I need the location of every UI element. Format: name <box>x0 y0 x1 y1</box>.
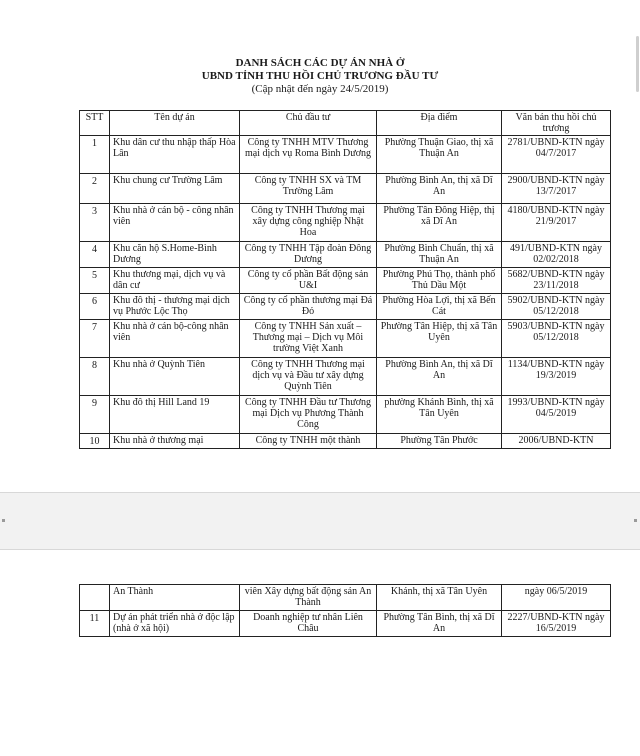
cell-project-name: Khu nhà ở cán bộ - công nhân viên <box>110 204 240 242</box>
cell-location: Phường Tân Đông Hiệp, thị xã Dĩ An <box>377 204 502 242</box>
cell-project-name: Khu thương mại, dịch vụ và dân cư <box>110 268 240 294</box>
cell-document: 2781/UBND-KTN ngày 04/7/2017 <box>502 136 611 174</box>
cell-investor: Công ty TNHH MTV Thương mại dịch vụ Roma Bình Dương <box>240 136 377 174</box>
header-location: Địa điểm <box>377 111 502 136</box>
projects-table-continued <box>79 584 611 637</box>
page-edge-mark <box>634 519 637 522</box>
cell-location: Phường Bình An, thị xã Dĩ An <box>377 174 502 204</box>
cell-location: phường Khánh Bình, thị xã Tân Uyên <box>377 396 502 434</box>
cell-investor: Công ty TNHH Thương mại xây dựng công nghiệp Nhật Hoa <box>240 204 377 242</box>
cell-project-name: Khu chung cư Trường Lâm <box>110 174 240 204</box>
cell-location: Phường Bình An, thị xã Dĩ An <box>377 358 502 396</box>
table-row <box>80 204 611 242</box>
cell-investor: Doanh nghiệp tư nhân Liên Châu <box>240 611 377 637</box>
cell-stt: 2 <box>80 174 110 204</box>
cell-investor: viên Xây dựng bất động sản An Thành <box>240 585 377 611</box>
cell-document: 2900/UBND-KTN ngày 13/7/2017 <box>502 174 611 204</box>
cell-project-name: Khu dân cư thu nhập thấp Hòa Lân <box>110 136 240 174</box>
cell-document: ngày 06/5/2019 <box>502 585 611 611</box>
table-row <box>80 242 611 268</box>
table-row <box>80 358 611 396</box>
cell-project-name: Khu đô thị Hill Land 19 <box>110 396 240 434</box>
cell-location: Khánh, thị xã Tân Uyên <box>377 585 502 611</box>
table-row <box>80 434 611 449</box>
viewer-scrollbar[interactable] <box>636 36 639 92</box>
cell-stt: 8 <box>80 358 110 396</box>
cell-project-name: Khu đô thị - thương mại dịch vụ Phước Lộc Thọ <box>110 294 240 320</box>
cell-location: Phường Thuận Giao, thị xã Thuận An <box>377 136 502 174</box>
cell-investor: Công ty cổ phần Bất động sản U&I <box>240 268 377 294</box>
cell-location: Phường Tân Bình, thị xã Dĩ An <box>377 611 502 637</box>
document-title-line2: UBND TỈNH THU HỒI CHỦ TRƯƠNG ĐẦU TƯ <box>201 70 439 82</box>
cell-stt: 6 <box>80 294 110 320</box>
cell-project-name: Dự án phát triển nhà ở độc lập (nhà ở xã hội) <box>110 611 240 637</box>
cell-stt: 3 <box>80 204 110 242</box>
cell-location: Phường Bình Chuẩn, thị xã Thuận An <box>377 242 502 268</box>
cell-stt: 10 <box>80 434 110 449</box>
table-row <box>80 174 611 204</box>
cell-document: 491/UBND-KTN ngày 02/02/2018 <box>502 242 611 268</box>
cell-investor: Công ty cổ phần thương mại Đá Đỏ <box>240 294 377 320</box>
table-header-row <box>80 111 611 136</box>
cell-document: 2227/UBND-KTN ngày 16/5/2019 <box>502 611 611 637</box>
cell-document: 4180/UBND-KTN ngày 21/9/2017 <box>502 204 611 242</box>
cell-location: Phường Tân Phước <box>377 434 502 449</box>
table-row <box>80 294 611 320</box>
cell-project-name: Khu nhà ở cán bộ-công nhân viên <box>110 320 240 358</box>
header-stt: STT <box>80 111 110 136</box>
cell-location: Phường Tân Hiệp, thị xã Tân Uyên <box>377 320 502 358</box>
document-page-2 <box>0 550 640 756</box>
cell-stt: 1 <box>80 136 110 174</box>
projects-table <box>79 110 611 449</box>
cell-investor: Công ty TNHH Thương mại dịch vụ và Đầu tư xây dựng Quỳnh Tiên <box>240 358 377 396</box>
cell-investor: Công ty TNHH SX và TM Trường Lâm <box>240 174 377 204</box>
cell-investor: Công ty TNHH Đầu tư Thương mại Dịch vụ Phương Thành Công <box>240 396 377 434</box>
cell-stt: 11 <box>80 611 110 637</box>
document-title-line1: DANH SÁCH CÁC DỰ ÁN NHÀ Ở <box>235 57 405 69</box>
table-row <box>80 136 611 174</box>
cell-stt: 7 <box>80 320 110 358</box>
cell-stt: 4 <box>80 242 110 268</box>
table-row <box>80 396 611 434</box>
page-break-gap <box>0 492 640 550</box>
cell-project-name: Khu căn hộ S.Home-Bình Dương <box>110 242 240 268</box>
document-subtitle: (Cập nhật đến ngày 24/5/2019) <box>251 83 389 95</box>
table-row <box>80 320 611 358</box>
cell-investor: Công ty TNHH một thành <box>240 434 377 449</box>
cell-location: Phường Phú Thọ, thành phố Thủ Dầu Một <box>377 268 502 294</box>
cell-document: 2006/UBND-KTN <box>502 434 611 449</box>
cell-project-name: Khu nhà ở thương mại <box>110 434 240 449</box>
cell-document: 5682/UBND-KTN ngày 23/11/2018 <box>502 268 611 294</box>
cell-stt: 5 <box>80 268 110 294</box>
cell-stt <box>80 585 110 611</box>
cell-project-name: Khu nhà ở Quỳnh Tiên <box>110 358 240 396</box>
header-revocation-document: Văn bản thu hồi chủ trương <box>502 111 611 136</box>
cell-document: 5903/UBND-KTN ngày 05/12/2018 <box>502 320 611 358</box>
page-edge-mark <box>2 519 5 522</box>
cell-document: 1993/UBND-KTN ngày 04/5/2019 <box>502 396 611 434</box>
header-project-name: Tên dự án <box>110 111 240 136</box>
cell-document: 1134/UBND-KTN ngày 19/3/2019 <box>502 358 611 396</box>
cell-location: Phường Hòa Lợi, thị xã Bến Cát <box>377 294 502 320</box>
cell-document: 5902/UBND-KTN ngày 05/12/2018 <box>502 294 611 320</box>
header-investor: Chủ đầu tư <box>240 111 377 136</box>
cell-stt: 9 <box>80 396 110 434</box>
cell-investor: Công ty TNHH Tập đoàn Đông Dương <box>240 242 377 268</box>
table-row <box>80 585 611 611</box>
table-row <box>80 611 611 637</box>
table-row <box>80 268 611 294</box>
cell-project-name: An Thành <box>110 585 240 611</box>
cell-investor: Công ty TNHH Sản xuất – Thương mại – Dịch vụ Môi trường Việt Xanh <box>240 320 377 358</box>
